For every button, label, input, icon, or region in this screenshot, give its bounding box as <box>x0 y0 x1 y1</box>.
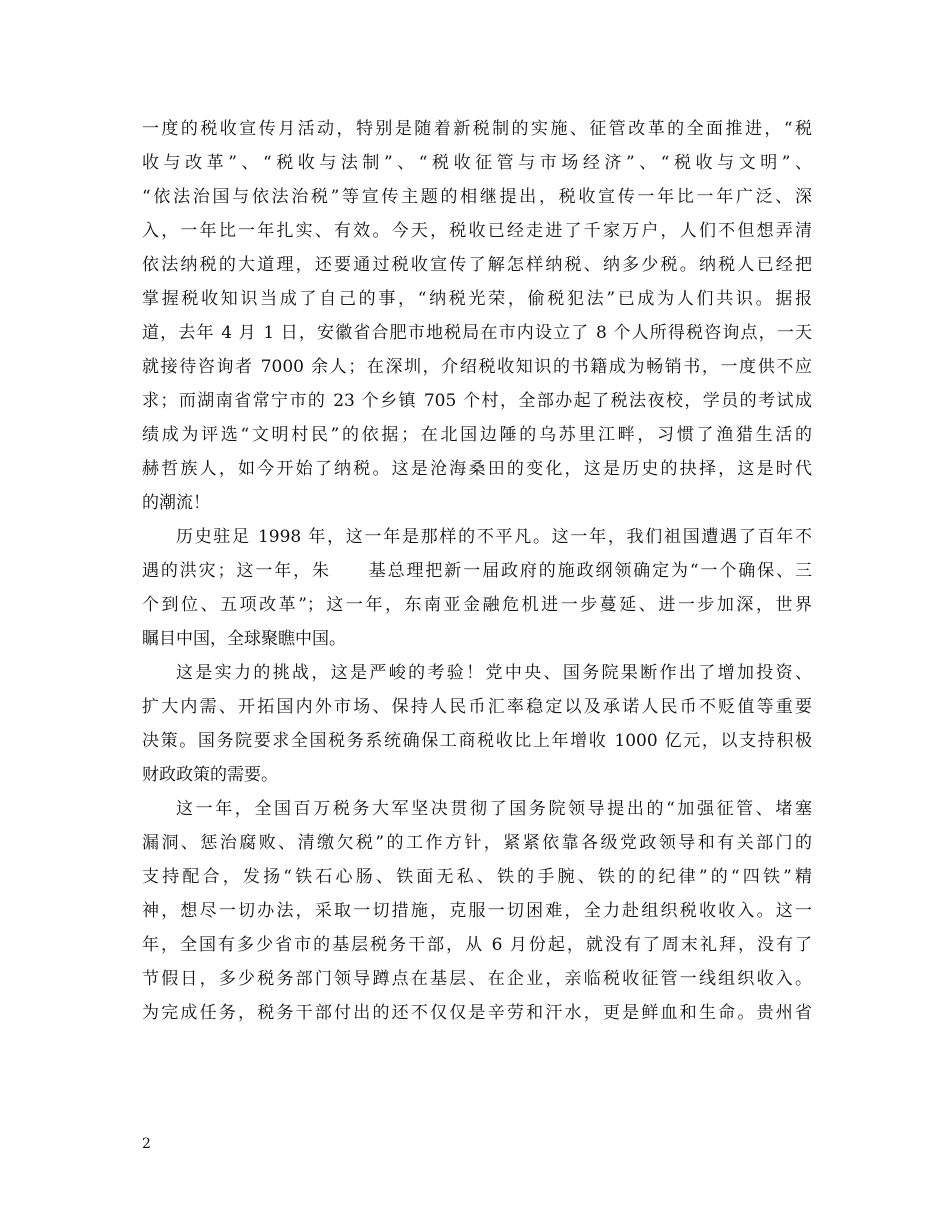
text-line: 财政政策的需要。 <box>142 765 278 785</box>
text-line: 支持配合，发扬“铁石心肠、铁面无私、铁的手腕、铁的的纪律”的“四铁”精 <box>142 867 812 887</box>
text-line: 遇的洪灾；这一年，朱 基总理把新一届政府的施政纲领确定为“一个确保、三 <box>142 561 812 581</box>
text-line: 就接待咨询者 7000 余人；在深圳，介绍税收知识的书籍成为畅销书，一度供不应 <box>142 357 812 377</box>
text-line: 掌握税收知识当成了自己的事，“纳税光荣，偷税犯法”已成为人们共识。据报 <box>142 289 812 309</box>
text-line: 年，全国有多少省市的基层税务干部，从 6 月份起，就没有了周末礼拜，没有了 <box>142 935 812 955</box>
text-line: 绩成为评选“文明村民”的依据；在北国边陲的乌苏里江畔，习惯了渔猎生活的 <box>142 425 812 445</box>
text-line: 入，一年比一年扎实、有效。今天，税收已经走进了千家万户，人们不但想弄清 <box>142 221 812 241</box>
text-line: 赫哲族人，如今开始了纳税。这是沧海桑田的变化，这是历史的抉择，这是时代 <box>142 459 812 479</box>
text-line: 这是实力的挑战，这是严峻的考验！党中央、国务院果断作出了增加投资、 <box>176 663 812 683</box>
text-line: 为完成任务，税务干部付出的还不仅仅是辛劳和汗水，更是鲜血和生命。贵州省 <box>142 1003 812 1023</box>
text-line: 瞩目中国，全球聚瞧中国。 <box>142 629 346 649</box>
text-line: 个到位、五项改革”；这一年，东南亚金融危机进一步蔓延、进一步加深，世界 <box>142 595 812 615</box>
text-line: 的潮流！ <box>142 493 210 513</box>
text-line: 这一年，全国百万税务大军坚决贯彻了国务院领导提出的“加强征管、堵塞 <box>176 799 812 819</box>
text-line: 历史驻足 1998 年，这一年是那样的不平凡。这一年，我们祖国遭遇了百年不 <box>176 527 812 547</box>
text-line: 依法纳税的大道理，还要通过税收宣传了解怎样纳税、纳多少税。纳税人已经把 <box>142 255 812 275</box>
text-line: 决策。国务院要求全国税务系统确保工商税收比上年增收 1000 亿元，以支持积极 <box>142 731 812 751</box>
text-line: 神，想尽一切办法，采取一切措施，克服一切困难，全力赴组织税收收入。这一 <box>142 901 812 921</box>
text-line: 一度的税收宣传月活动，特别是随着新税制的实施、征管改革的全面推进，“税 <box>142 119 812 139</box>
text-line: 漏洞、惩治腐败、清缴欠税”的工作方针，紧紧依靠各级党政领导和有关部门的 <box>142 833 812 853</box>
text-line: 收与改革”、“税收与法制”、“税收征管与市场经济”、“税收与文明”、 <box>142 153 812 173</box>
text-line: “依法治国与依法治税”等宣传主题的相继提出，税收宣传一年比一年广泛、深 <box>142 187 812 207</box>
text-line: 道，去年 4 月 1 日，安徽省合肥市地税局在市内设立了 8 个人所得税咨询点，一天 <box>142 323 812 343</box>
text-line: 扩大内需、开拓国内外市场、保持人民币汇率稳定以及承诺人民币不贬值等重要 <box>142 697 812 717</box>
text-line: 节假日，多少税务部门领导蹲点在基层、在企业，亲临税收征管一线组织收入。 <box>142 969 812 989</box>
text-line: 求；而湖南省常宁市的 23 个乡镇 705 个村，全部办起了税法夜校，学员的考试成 <box>142 391 812 411</box>
page-number: 2 <box>142 1136 151 1152</box>
